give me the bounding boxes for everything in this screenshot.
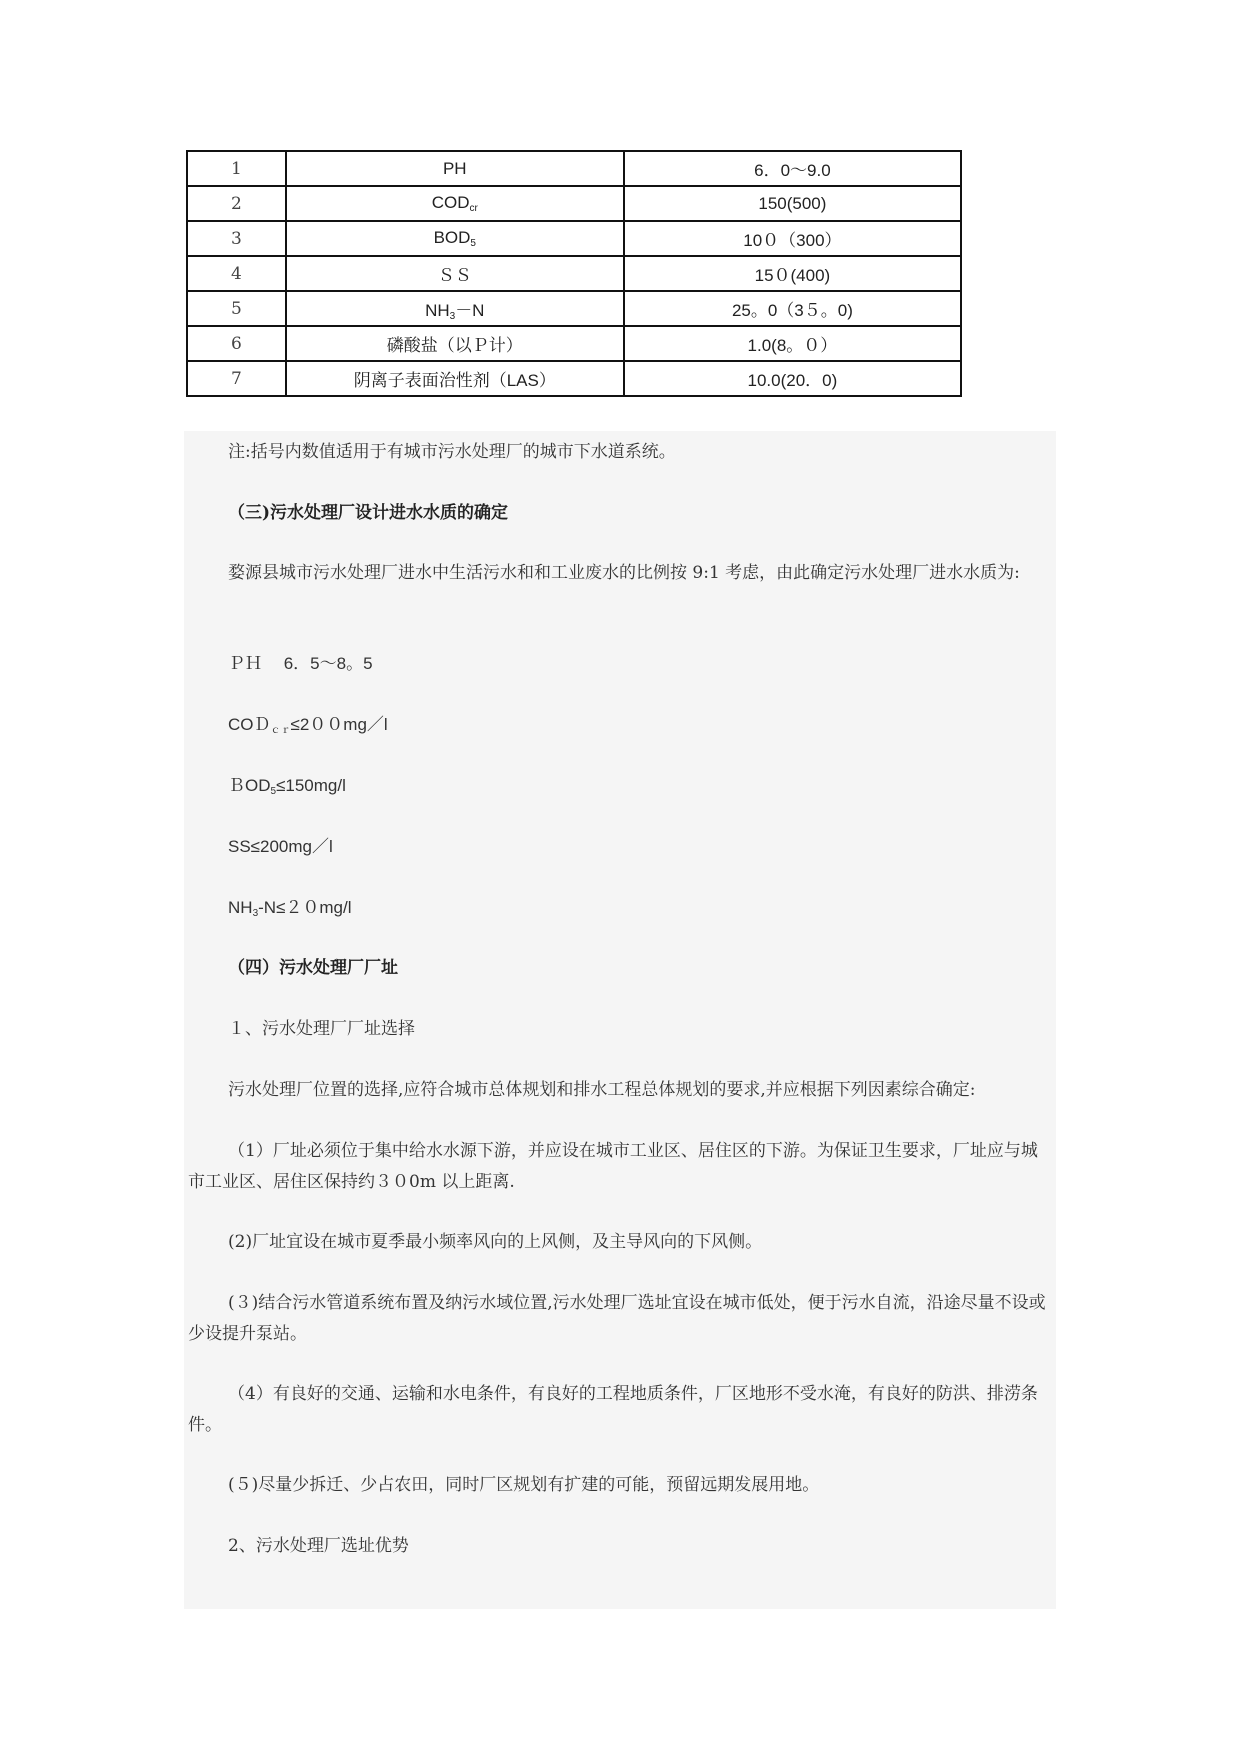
row-number: 1 xyxy=(187,151,286,186)
table-row xyxy=(187,291,961,326)
subsection-1: １、污水处理厂厂址选择 xyxy=(228,1019,415,1039)
cod-value xyxy=(228,709,1048,746)
table-note: 注:括号内数值适用于有城市污水处理厂的城市下水道系统。 xyxy=(228,442,676,462)
row-number: 2 xyxy=(187,186,286,221)
bod-main: ＢOD xyxy=(228,776,271,795)
site-item-2: (2)厂址宜设在城市夏季最小频率风向的上风侧，及主导风向的下风侧。 xyxy=(228,1232,763,1252)
table-row xyxy=(187,186,961,221)
subsection-2: 2、污水处理厂选址优势 xyxy=(228,1536,409,1556)
item-name xyxy=(286,186,624,221)
item-main: BOD xyxy=(433,228,471,247)
item-value: 10０（300） xyxy=(624,221,961,256)
row-number: 5 xyxy=(187,291,286,326)
table-row xyxy=(187,326,961,361)
ss-value: SS≤200mg／l xyxy=(228,837,333,856)
item-name: 磷酸盐（以Ｐ计） xyxy=(286,326,624,361)
nh3-value xyxy=(228,892,1048,929)
nh-tail: -N≤２０mg/l xyxy=(258,898,352,917)
item-value: 1.0(8。０） xyxy=(624,326,961,361)
item-main: COD xyxy=(431,193,470,212)
item-subscript: cr xyxy=(469,203,478,214)
item-subscript: 5 xyxy=(470,238,476,249)
site-item-3: (３)结合污水管道系统布置及纳污水域位置,污水处理厂选址宜设在城市低处，便于污水自流，沿途尽量不设或少设提升泵站。 xyxy=(188,1293,1046,1344)
site-item-4: （4）有良好的交通、运输和水电条件，有良好的工程地质条件，厂区地形不受水淹，有良好的防洪、排涝条件。 xyxy=(188,1384,1038,1435)
content-panel xyxy=(184,431,1056,1609)
bod-tail: ≤150mg/l xyxy=(276,776,346,795)
item-value: 25。0（3５。0) xyxy=(624,291,961,326)
item-name: PH xyxy=(286,151,624,186)
site-paragraph: 污水处理厂位置的选择,应符合城市总体规划和排水工程总体规划的要求,并应根据下列因素综合确定: xyxy=(228,1080,976,1100)
site-item-1: （1）厂址必须位于集中给水水源下游，并应设在城市工业区、居住区的下游。为保证卫生要求，厂址应与城市工业区、居住区保持约３０0m 以上距离. xyxy=(188,1141,1038,1192)
cod-subscript: ｃｒ xyxy=(270,725,291,736)
item-value: 150(500) xyxy=(624,186,961,221)
row-number: 6 xyxy=(187,326,286,361)
ratio-paragraph: 婺源县城市污水处理厂进水中生活污水和和工业废水的比例按 9:1 考虑，由此确定污水处理厂进水水质为: xyxy=(228,563,1020,583)
item-name xyxy=(286,291,624,326)
row-number: 3 xyxy=(187,221,286,256)
bod-subscript: 5 xyxy=(270,786,277,797)
item-name xyxy=(286,221,624,256)
row-number: 4 xyxy=(187,256,286,291)
water-quality-table xyxy=(186,150,962,397)
table-row xyxy=(187,361,961,396)
item-value: 10.0(20．0) xyxy=(624,361,961,396)
item-name: ＳＳ xyxy=(286,256,624,291)
cod-tail: ≤2００mg／l xyxy=(290,715,388,734)
item-main: NH xyxy=(425,300,450,320)
section-heading-3: （三)污水处理厂设计进水水质的确定 xyxy=(228,503,509,523)
row-number: 7 xyxy=(187,361,286,396)
nh-subscript: 3 xyxy=(252,908,259,919)
ph-value: ＰＨ 6．5～8。5 xyxy=(228,654,373,673)
table-row xyxy=(187,221,961,256)
item-subscript: 3 xyxy=(449,310,456,322)
bod-value xyxy=(228,770,1048,807)
site-item-5: (５)尽量少拆迁、少占农田，同时厂区规划有扩建的可能，预留远期发展用地。 xyxy=(228,1475,820,1495)
item-tail: －N xyxy=(455,300,485,320)
section-heading-4: （四）污水处理厂厂址 xyxy=(228,958,398,978)
table-row xyxy=(187,151,961,186)
item-name: 阴离子表面治性剂（LAS） xyxy=(286,361,624,396)
item-value: 15０(400) xyxy=(624,256,961,291)
table-row xyxy=(187,256,961,291)
cod-main: COＤ xyxy=(228,715,271,734)
item-value: 6．0～9.0 xyxy=(624,151,961,186)
nh-main: NH xyxy=(228,898,253,917)
